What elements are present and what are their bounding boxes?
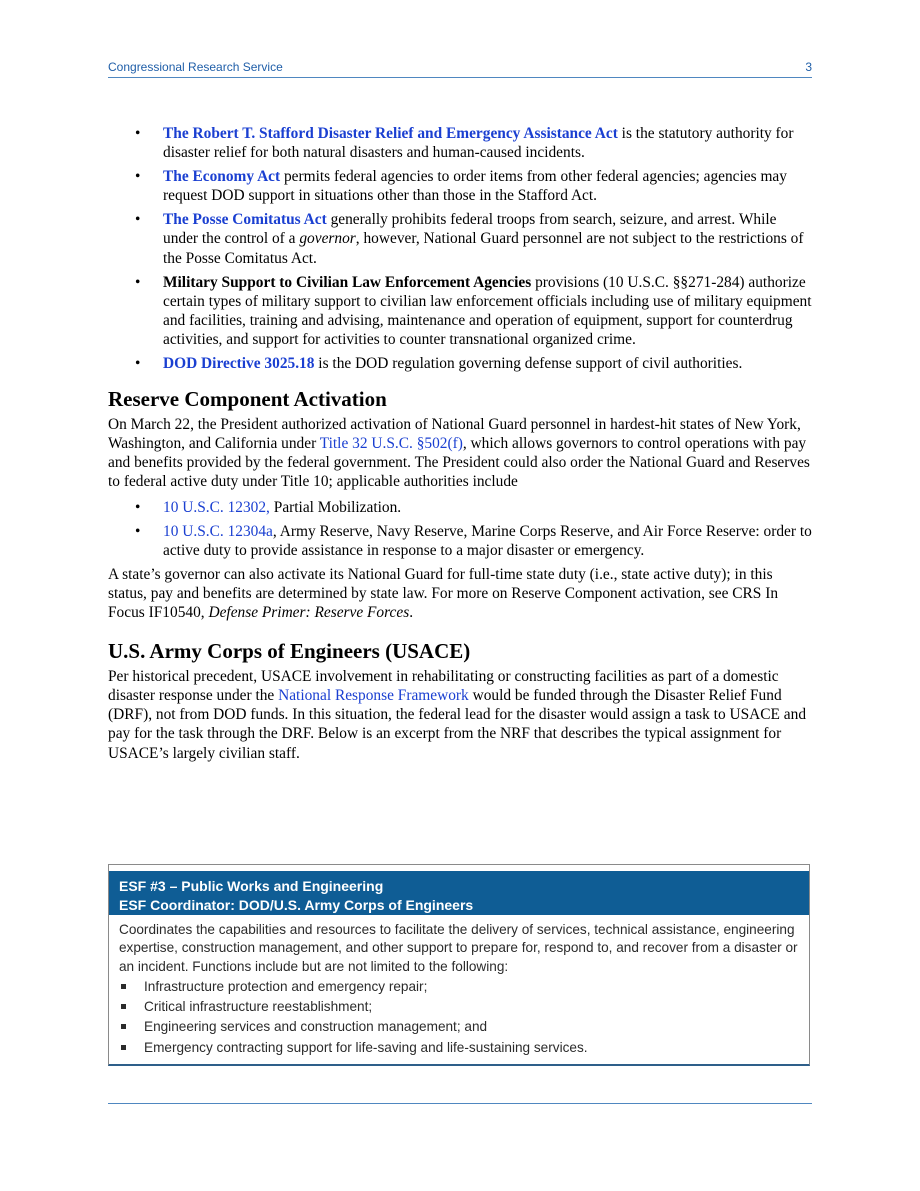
bullet-icon: • — [135, 211, 141, 229]
reserve-heading: Reserve Component Activation — [108, 386, 387, 411]
defense-primer-title: Defense Primer: Reserve Forces — [208, 604, 410, 622]
function-text: Engineering services and construction management; and — [144, 1019, 488, 1035]
running-header — [108, 58, 812, 78]
paragraph-text: On March 22, the President authorized activation of National Guard personnel in hardest-hit states of New York, Washington, and California under — [108, 415, 801, 452]
paragraph-text: A state’s governor can also activate its National Guard for full-time state duty (i.e., state active duty); in this status, pay and benefits are determined by state law. For more on Reserve Component activation, see CRS In Focus IF10540, — [108, 565, 779, 622]
list-item-text: is the statutory authority for disaster relief for both natural disasters and human-caused incidents. — [163, 125, 794, 162]
list-item — [119, 1039, 799, 1057]
list-item — [108, 354, 812, 373]
square-bullet-icon — [121, 1045, 126, 1050]
esf3-functions-list — [119, 978, 799, 1057]
esf3-coordinator: ESF Coordinator: DOD/U.S. Army Corps of Engineers — [119, 897, 474, 913]
stafford-act-link[interactable]: The Robert T. Stafford Disaster Relief and Emergency Assistance Act — [163, 125, 618, 142]
footer-rule — [108, 1103, 812, 1104]
nrf-link[interactable]: National Response Framework — [278, 686, 469, 704]
esf3-intro: Coordinates the capabilities and resources to facilitate the delivery of services, technical assistance, engineering expertise, construction management, and other support to prepare for, respond to, and recover from a disaster or an incident. Functions include but are not limited to the following: — [119, 922, 798, 974]
paragraph-text: , which allows governors to control operations with pay and benefits provided by the federal government. The President could also order the National Guard and Reserves to federal active duty under Title 10; applicable authorities include — [108, 434, 810, 491]
list-item — [119, 1018, 799, 1036]
dod-directive-link[interactable]: DOD Directive 3025.18 — [163, 355, 315, 373]
bullet-icon: • — [135, 168, 141, 186]
function-text: Critical infrastructure reestablishment; — [144, 999, 373, 1015]
list-item-text: generally prohibits federal troops from search, seizure, and arrest. While under the control of a — [163, 211, 777, 248]
square-bullet-icon — [121, 1024, 126, 1029]
square-bullet-icon — [121, 1004, 126, 1009]
paragraph-text: would be funded through the Disaster Relief Fund (DRF), not from DOD funds. In this situation, the federal lead for the disaster would assign a task to USACE and pay for the task through the DRF. Below is an excerpt from the NRF that describes the typical assignment for USACE’s largely civilian staff. — [108, 686, 807, 762]
list-item — [119, 978, 799, 996]
list-item — [108, 124, 812, 163]
main-content — [108, 124, 812, 763]
list-item-text: Partial Mobilization. — [269, 498, 402, 516]
title32-link[interactable]: Title 32 U.S.C. §502(f) — [319, 434, 463, 452]
bullet-icon: • — [135, 125, 141, 142]
function-text: Emergency contracting support for life-saving and life-sustaining services. — [144, 1039, 588, 1055]
paragraph-text: . — [409, 604, 414, 622]
list-item — [108, 210, 812, 268]
paragraph-text: Per historical precedent, USACE involvement in rehabilitating or constructing facilities as part of a domestic disaster response under the — [108, 667, 779, 704]
list-item-text: is the DOD regulation governing defense support of civil authorities. — [314, 355, 743, 373]
authorities-list — [108, 124, 812, 374]
page-number: 3 — [805, 60, 812, 74]
state-duty-paragraph — [108, 565, 812, 623]
list-item — [108, 498, 812, 517]
msclea-title: Military Support to Civilian Law Enforcement Agencies — [163, 273, 532, 291]
list-item-text: , however, National Guard personnel are not subject to the restrictions of the Posse Comitatus Act. — [163, 230, 804, 267]
list-item — [119, 998, 799, 1016]
bullet-icon: • — [135, 273, 141, 291]
header-org: Congressional Research Service — [108, 60, 283, 74]
list-item — [108, 273, 812, 350]
list-item-text: permits federal agencies to order items from other federal agencies; agencies may request DOD support in situations other than those in the Stafford Act. — [163, 168, 787, 205]
list-item — [108, 522, 812, 561]
governor-emphasis: governor — [299, 230, 356, 248]
economy-act-link[interactable]: The Economy Act — [163, 168, 281, 186]
esf3-excerpt-box — [108, 864, 810, 1066]
esf3-title: ESF #3 – Public Works and Engineering — [119, 878, 384, 894]
bullet-icon: • — [135, 498, 141, 516]
list-item-text: , Army Reserve, Navy Reserve, Marine Corps Reserve, and Air Force Reserve: order to active duty to provide assistance in response to a major disaster or emergency. — [163, 522, 812, 559]
posse-comitatus-link[interactable]: The Posse Comitatus Act — [163, 211, 327, 229]
list-item-text: provisions (10 U.S.C. §§271-284) authorize certain types of military support to civilian law enforcement officials including use of military equipment and facilities, training and advising, maintenance and operation of equipment, support for counterdrug activities, and support for activities to counter transnational organized crime. — [163, 273, 812, 349]
bullet-icon: • — [135, 522, 141, 540]
list-item — [108, 167, 812, 206]
reserve-authorities-list — [108, 498, 812, 560]
function-text: Infrastructure protection and emergency repair; — [144, 978, 428, 994]
esf3-header — [109, 871, 809, 915]
usace-heading: U.S. Army Corps of Engineers (USACE) — [108, 638, 471, 663]
square-bullet-icon — [121, 984, 126, 989]
esf3-body — [119, 921, 799, 1057]
usc-12302-link[interactable]: 10 U.S.C. 12302, — [163, 498, 270, 516]
reserve-paragraph — [108, 415, 812, 492]
bullet-icon: • — [135, 355, 141, 373]
usc-12304a-link[interactable]: 10 U.S.C. 12304a — [163, 522, 273, 540]
usace-paragraph — [108, 667, 812, 763]
